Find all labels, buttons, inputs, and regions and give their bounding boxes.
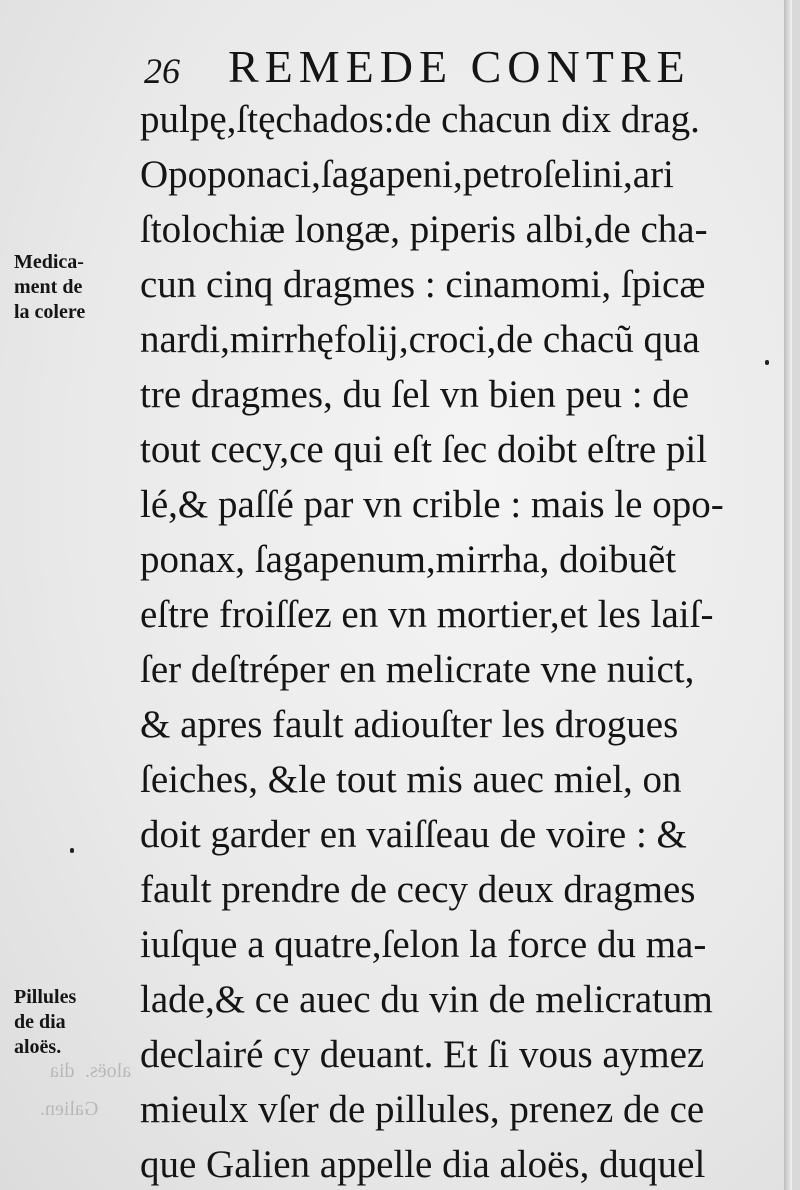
text-line: Opoponaci,ſagapeni,petroſelini,ari xyxy=(140,153,674,196)
text-line: lé,& paſſé par vn crible : mais le opo- xyxy=(140,483,724,526)
text-line: declairé cy deuant. Et ſi vous aymez xyxy=(140,1033,705,1076)
margin-note-medicament xyxy=(14,250,129,325)
text-line: doit garder en vaiſſeau de voire : & xyxy=(140,813,687,856)
text-line: lade,& ce auec du vin de melicratum xyxy=(140,978,713,1021)
ink-speck xyxy=(70,848,74,853)
text-line: & apres fault adiouſter les drogues xyxy=(140,703,679,746)
text-line: que Galien appelle dia aloës, duquel xyxy=(140,1143,706,1186)
running-title: REMEDE CONTRE xyxy=(228,41,691,92)
margin-note-line: Medica- xyxy=(14,251,84,273)
text-line: ponax, ſagapenum,mirrha, doibuẽt xyxy=(140,538,677,581)
text-line: pulpę,ſtęchados:de chacun dix drag. xyxy=(140,98,700,141)
ink-speck xyxy=(765,360,769,365)
margin-note-line: aloës. xyxy=(14,1036,62,1058)
text-line: fault prendre de cecy deux dragmes xyxy=(140,868,696,911)
text-line: mieulx vſer de pillules, prenez de ce xyxy=(140,1088,705,1131)
text-line: ſtolochiæ longæ, piperis albi,de cha- xyxy=(140,208,708,251)
text-line: nardi,mirrhęfolij,croci,de chacũ qua xyxy=(140,318,700,361)
show-through-text: aloës. xyxy=(85,1060,132,1082)
text-line: ſer deſtréper en melicrate vne nuict, xyxy=(140,648,695,691)
margin-note-line: la colere xyxy=(14,301,86,323)
margin-note-pillules xyxy=(14,985,129,1060)
running-header xyxy=(140,40,760,100)
page-number: 26 xyxy=(144,51,180,91)
text-line: tre dragmes, du ſel vn bien peu : de xyxy=(140,373,690,416)
show-through-text: Galien. xyxy=(40,1098,99,1120)
text-line: iuſque a quatre,ſelon la force du ma- xyxy=(140,923,707,966)
show-through-text: dia xyxy=(50,1060,75,1082)
text-line: tout cecy,ce qui eſt ſec doibt eſtre pil xyxy=(140,428,708,471)
text-line: cun cinq dragmes : cinamomi, ſpicæ xyxy=(140,263,706,306)
margin-note-line: ment de xyxy=(14,276,83,298)
page-edge xyxy=(784,0,792,1190)
margin-note-line: Pillules xyxy=(14,986,77,1008)
text-line: ſeiches, &le tout mis auec miel, on xyxy=(140,758,682,801)
text-line: eſtre froiſſez en vn mortier,et les laiſ- xyxy=(140,593,714,636)
margin-note-line: de dia xyxy=(14,1011,66,1033)
